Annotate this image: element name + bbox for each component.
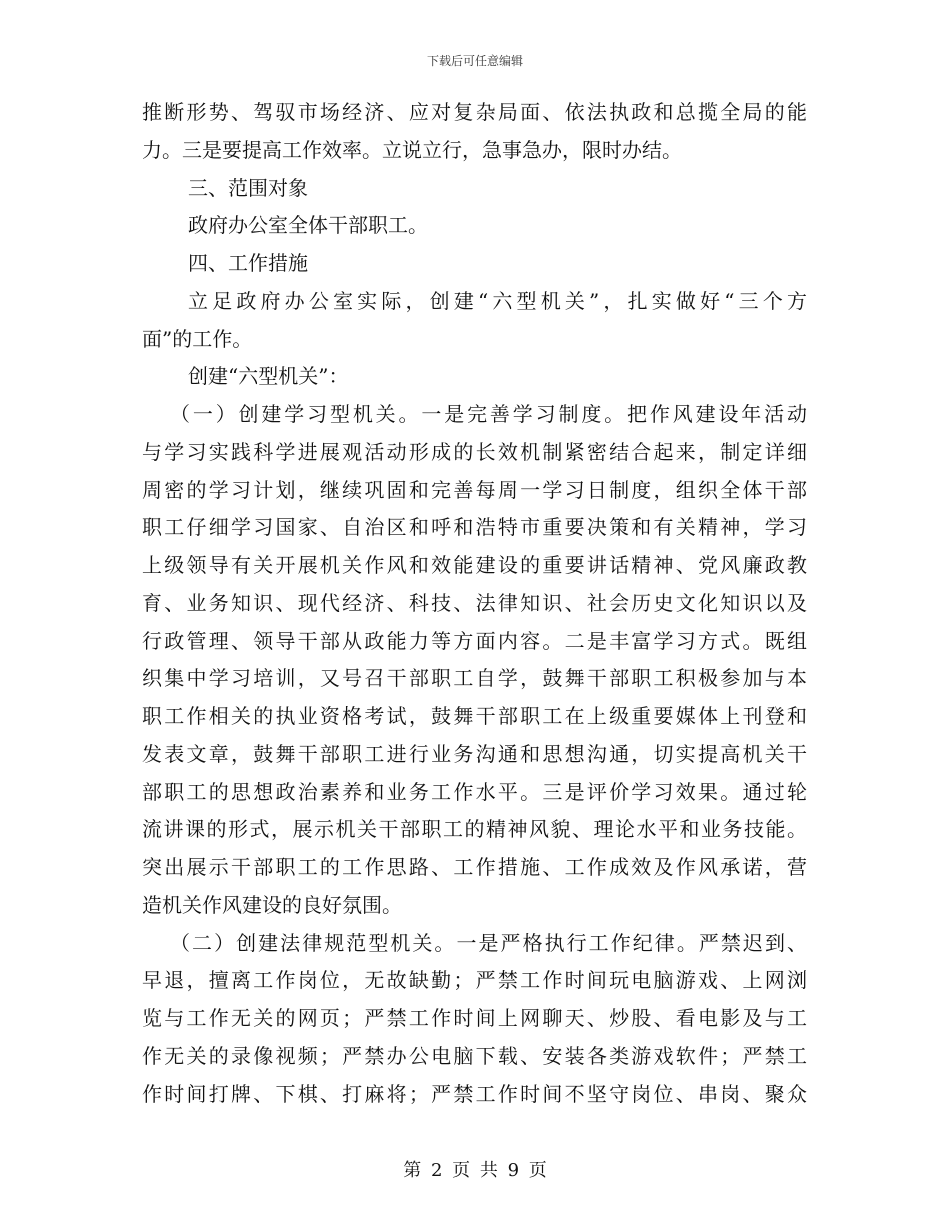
page-header: 下载后可任意编辑 (426, 54, 523, 68)
body-line: 作时间打牌、下棋、打麻将；严禁工作时间不坚守岗位、串岗、聚众 (142, 1083, 807, 1106)
body-line: 突出展示干部职工的工作思路、工作措施、工作成效及作风承诺，营 (142, 857, 807, 879)
body-line: 织集中学习培训，又号召干部职工自学，鼓舞干部职工积极参加与本 (142, 668, 807, 691)
body-line: 面”的工作。 (142, 328, 253, 351)
body-line: 览与工作无关的网页；严禁工作时间上网聊天、炒股、看电影及与工 (142, 1008, 807, 1030)
body-line: 育、业务知识、现代经济、科技、法律知识、社会历史文化知识以及 (142, 592, 807, 615)
subsection-heading: （一）创建学习型机关。一是完善学习制度。把作风建设年活动 (170, 404, 807, 426)
body-line: 推断形势、驾驭市场经济、应对复杂局面、依法执政和总揽全局的能 (142, 102, 807, 124)
body-line: 职工作相关的执业资格考试，鼓舞干部职工在上级重要媒体上刊登和 (142, 706, 807, 728)
body-line: 造机关作风建设的良好氛围。 (142, 894, 402, 917)
body-line: 力。三是要提高工作效率。立说立行，急事急办，限时办结。 (142, 139, 682, 162)
body-line: 立足政府办公室实际，创建“六型机关”，扎实做好“三个方 (188, 290, 807, 313)
body-line: 流讲课的形式，展示机关干部职工的精神风貌、理论水平和业务技能。 (142, 819, 807, 842)
body-line: 职工仔细学习国家、自治区和呼和浩特市重要决策和有关精神，学习 (142, 517, 807, 540)
body-line: 作无关的录像视频；严禁办公电脑下载、安装各类游戏软件；严禁工 (142, 1045, 807, 1068)
page-number: 第 2 页 共 9 页 (403, 1160, 547, 1181)
section-heading: 三、范围对象 (188, 177, 308, 200)
body-line: 政府办公室全体干部职工。 (188, 215, 428, 238)
body-line: 早退，擅离工作岗位，无故缺勤；严禁工作时间玩电脑游戏、上网浏 (142, 970, 807, 993)
body-line: 发表文章，鼓舞干部职工进行业务沟通和思想沟通，切实提高机关干 (142, 743, 807, 766)
body-line: 创建“六型机关”： (188, 366, 349, 389)
section-heading: 四、工作措施 (188, 253, 308, 275)
subsection-heading: （二）创建法律规范型机关。一是严格执行工作纪律。严禁迟到、 (170, 932, 807, 955)
document-body (142, 102, 807, 1121)
body-line: 周密的学习计划，继续巩固和完善每周一学习日制度，组织全体干部 (142, 479, 807, 502)
body-line: 上级领导有关开展机关作风和效能建设的重要讲话精神、党风廉政教 (142, 555, 807, 577)
body-line: 与学习实践科学进展观活动形成的长效机制紧密结合起来，制定详细 (142, 441, 807, 464)
body-line: 部职工的思想政治素养和业务工作水平。三是评价学习效果。通过轮 (142, 781, 807, 804)
body-line: 行政管理、领导干部从政能力等方面内容。二是丰富学习方式。既组 (142, 630, 807, 653)
